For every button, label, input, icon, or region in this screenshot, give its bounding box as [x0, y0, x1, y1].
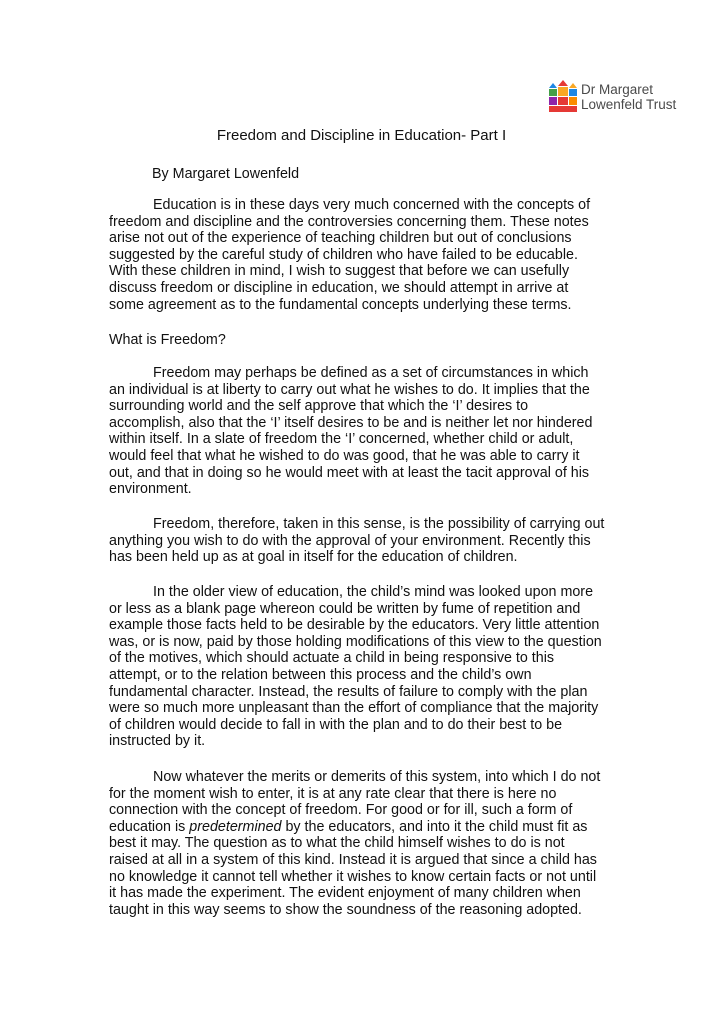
document-title: Freedom and Discipline in Education- Part I — [216, 127, 507, 144]
text-line: instructed by it. — [109, 733, 206, 750]
text-line: an individual is at liberty to carry out what he wishes to do. It implies that the — [109, 381, 590, 398]
paragraph-4 — [109, 584, 629, 750]
text-line: no knowledge it cannot tell whether it wishes to know certain facts or not until — [109, 868, 597, 885]
building-blocks-logo-icon — [546, 80, 580, 114]
text-line: would feel that what he wished to do was good, that he was able to carry it — [109, 447, 580, 464]
text-line: In the older view of education, the child’s mind was looked upon more — [153, 584, 594, 600]
text-line: some agreement as to the fundamental concepts underlying these terms. — [109, 296, 572, 313]
text-line: best it may. The question as to what the child himself wishes to do is not — [109, 835, 565, 852]
text-line: for the moment wish to enter, it is at any rate clear that there is here no — [109, 785, 557, 802]
text-line: surrounding world and the self approve that which the ‘I’ desires to — [109, 398, 529, 415]
text-line: fundamental character. Instead, the results of failure to comply with the plan — [109, 683, 588, 700]
logo-line-2: Lowenfeld Trust — [581, 97, 677, 112]
text-line: has been held up as at goal in itself for the education of children. — [109, 549, 518, 566]
text-line: it has made the experiment. The evident enjoyment of many children when — [109, 885, 581, 902]
text-fragment: by the educators, and into it the child must fit as — [281, 818, 588, 835]
text-line: suggested by the careful study of children who have failed to be educable. — [109, 246, 578, 263]
section-heading: What is Freedom? — [109, 332, 226, 348]
text-line: Now whatever the merits or demerits of this system, into which I do not — [153, 769, 601, 785]
text-line: of the motives, which should actuate a child in being responsive to this — [109, 650, 555, 667]
trust-logo — [546, 80, 716, 114]
text-line: environment. — [109, 481, 192, 498]
text-line: Education is in these days very much concerned with the concepts of — [153, 197, 591, 213]
text-line: accomplish, also that the ‘I’ itself desires to be and is neither let nor hindered — [109, 414, 593, 431]
text-line: attempt, or to the relation between this process and the child’s own — [109, 666, 532, 683]
paragraph-2 — [109, 365, 629, 498]
text-line: With these children in mind, I wish to suggest that before we can usefully — [109, 263, 570, 280]
text-line: anything you wish to do with the approval of your environment. Recently this — [109, 532, 591, 549]
text-line: Freedom may perhaps be defined as a set of circumstances in which — [153, 365, 589, 381]
text-line: or less as a blank page whereon could be written by fume of repetition and — [109, 600, 581, 617]
paragraph-3 — [109, 516, 629, 566]
author-byline: By Margaret Lowenfeld — [152, 166, 300, 182]
text-line — [109, 819, 629, 836]
text-line: freedom and discipline and the controversies concerning them. These notes — [109, 213, 589, 230]
emphasized-word: predetermined — [189, 818, 282, 835]
text-line: raised at all in a system of this kind. Instead it is argued that since a child has — [109, 851, 597, 868]
text-fragment: education is — [109, 818, 190, 835]
logo-line-1: Dr Margaret — [581, 82, 654, 97]
text-line: discuss freedom or discipline in education, we should attempt in arrive at — [109, 279, 569, 296]
text-line: example those facts held to be desirable by the educators. Very little attention — [109, 617, 600, 634]
text-line: Freedom, therefore, taken in this sense, is the possibility of carrying out — [153, 516, 605, 532]
text-line: within itself. In a slate of freedom the ‘I’ concerned, whether child or adult, — [109, 431, 574, 448]
text-line: was, or is now, paid by those holding modifications of this view to the question — [109, 633, 602, 650]
text-line: of children would decide to fall in with the plan and to do their best to be — [109, 716, 563, 733]
logo-text — [581, 82, 676, 112]
text-line: connection with the concept of freedom. For good or for ill, such a form of — [109, 802, 573, 819]
text-line: out, and that in doing so he would meet with at least the tacit approval of his — [109, 464, 590, 481]
text-line: were so much more unpleasant than the effort of compliance that the majority — [109, 700, 599, 717]
text-line: arise not out of the experience of teaching children but out of conclusions — [109, 230, 572, 247]
paragraph-5 — [109, 769, 629, 918]
paragraph-1 — [109, 197, 629, 313]
text-line: taught in this way seems to show the soundness of the reasoning adopted. — [109, 901, 582, 918]
